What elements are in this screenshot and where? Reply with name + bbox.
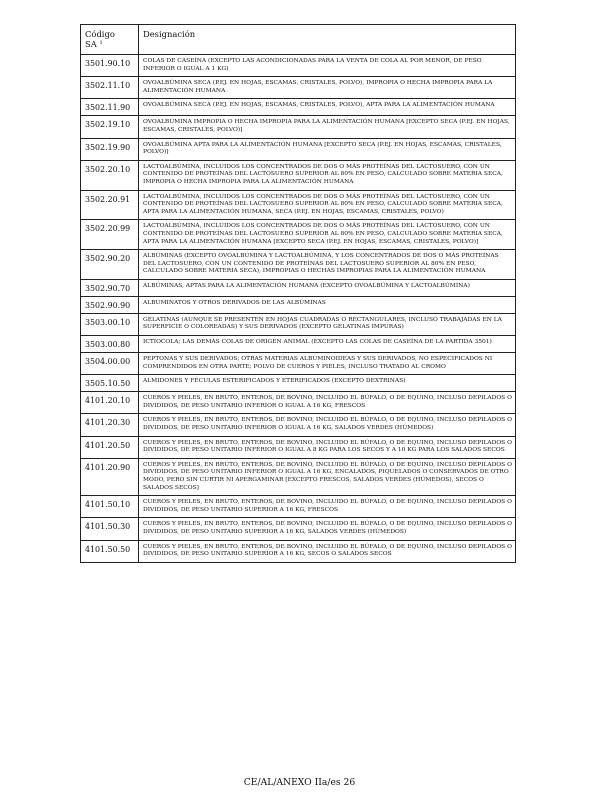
hs-code-cell: 4101.50.50 <box>81 540 139 562</box>
hs-code-cell: 4101.20.30 <box>81 414 139 436</box>
hs-code-cell: 3502.90.20 <box>81 250 139 280</box>
table-row <box>81 336 516 353</box>
hs-code-cell: 3503.00.80 <box>81 336 139 353</box>
table-body <box>81 55 516 563</box>
table-row <box>81 496 516 518</box>
designation-cell: LACTOALBÚMINA, INCLUIDOS LOS CONCENTRADOS DE DOS O MÁS PROTEÍNAS DEL LACTOSUERO, CON UN CONTENIDO DE PROTEÍNAS DEL LACTOSUERO SUPERIOR AL 80% EN PESO, CALCULADO SOBRE MATERIA SECA, APTA PARA LA ALIMENTACIÓN HUMANA, SECA (P.EJ. EN HOJAS, ESCAMAS, CRISTALES, POLVO) <box>139 190 516 220</box>
hs-code-cell: 3502.19.90 <box>81 138 139 160</box>
hs-code-cell: 3502.11.90 <box>81 99 139 116</box>
hs-code-cell: 3502.90.90 <box>81 296 139 313</box>
hs-code-cell: 4101.20.50 <box>81 436 139 458</box>
table-row <box>81 138 516 160</box>
designation-cell: GELATINAS (AUNQUE SE PRESENTEN EN HOJAS CUADRADAS O RECTANGULARES, INCLUSO TRABAJADAS EN LA SUPERFICIE O COLOREADAS) Y SUS DERIVADOS (EXCEPTO GELATINAS IMPURAS) <box>139 313 516 335</box>
designation-cell: COLAS DE CASEÍNA (EXCEPTO LAS ACONDICIONADAS PARA LA VENTA DE COLA AL POR MENOR, DE PESO INFERIOR O IGUAL A 1 KG) <box>139 55 516 77</box>
designation-cell: OVOALBÚMINA SECA (P.EJ. EN HOJAS, ESCAMAS, CRISTALES, POLVO), APTA PARA LA ALIMENTACIÓN HUMANA <box>139 99 516 116</box>
table-row <box>81 296 516 313</box>
designation-cell: OVOALBÚMINA IMPROPIA O HECHA IMPROPIA PARA LA ALIMENTACIÓN HUMANA [EXCEPTO SECA (P.EJ. EN HOJAS, ESCAMAS, CRISTALES, POLVO)] <box>139 116 516 138</box>
hs-code-cell: 4101.20.90 <box>81 458 139 495</box>
table-header-row <box>81 25 516 55</box>
hs-code-cell: 3502.20.99 <box>81 220 139 250</box>
designation-cell: LACTOALBÚMINA, INCLUIDOS LOS CONCENTRADOS DE DOS O MÁS PROTEÍNAS DEL LACTOSUERO, CON UN CONTENIDO DE PROTEÍNAS DEL LACTOSUERO SUPERIOR AL 80% EN PESO, CALCULADO SOBRE MATERIA SECA, IMPROPIA O HECHA IMPROPIA PARA LA ALIMENTACIÓN HUMANA <box>139 160 516 190</box>
designation-cell: LACTOALBÚMINA, INCLUIDOS LOS CONCENTRADOS DE DOS O MÁS PROTEÍNAS DEL LACTOSUERO, CON UN CONTENIDO DE PROTEÍNAS DEL LACTOSUERO SUPERIOR AL 80% EN PESO, CALCULADO SOBRE MATERIA SECA, APTA PARA LA ALIMENTACIÓN HUMANA [EXCEPTO SECA (P.EJ. EN HOJAS, ESCAMAS, CRISTALES, POLVO)] <box>139 220 516 250</box>
designation-column-header: Designación <box>139 25 516 55</box>
table-row <box>81 279 516 296</box>
table-row <box>81 414 516 436</box>
table-row <box>81 250 516 280</box>
table-row <box>81 190 516 220</box>
page-footer: CE/AL/ANEXO IIa/es 26 <box>243 777 356 788</box>
designation-cell: CUEROS Y PIELES, EN BRUTO, ENTEROS, DE BOVINO, INCLUIDO EL BÚFALO, O DE EQUINO, INCLUSO DEPILADOS O DIVIDIDOS, DE PESO UNITARIO INFERIOR O IGUAL A 16 KG, FRESCOS <box>139 392 516 414</box>
hs-code-cell: 3505.10.50 <box>81 375 139 392</box>
hs-code-cell: 3502.11.10 <box>81 77 139 99</box>
table-row <box>81 375 516 392</box>
designation-cell: CUEROS Y PIELES, EN BRUTO, ENTEROS, DE BOVINO, INCLUIDO EL BÚFALO, O DE EQUINO, INCLUSO DEPILADOS O DIVIDIDOS, DE PESO UNITARIO SUPERIOR A 16 KG, SECOS O SALADOS SECOS <box>139 540 516 562</box>
designation-cell: CUEROS Y PIELES, EN BRUTO, ENTEROS, DE BOVINO, INCLUIDO EL BÚFALO, O DE EQUINO, INCLUSO DEPILADOS O DIVIDIDOS, DE PESO UNITARIO INFERIOR O IGUAL A 16 KG, SALADOS VERDES (HÚMEDOS) <box>139 414 516 436</box>
footnote-marker: 1 <box>99 40 103 46</box>
designation-cell: PEPTONAS Y SUS DERIVADOS; OTRAS MATERIAS ALBUMINOIDEAS Y SUS DERIVADOS, NO ESPECIFICADOS NI COMPRENDIDOS EN OTRA PARTE; POLVO DE CUEROS Y PIELES, INCLUSO TRATADO AL CROMO <box>139 353 516 375</box>
designation-cell: ICTIOCOLA; LAS DEMÁS COLAS DE ORIGEN ANIMAL (EXCEPTO LAS COLAS DE CASEÍNA DE LA PARTIDA 3501) <box>139 336 516 353</box>
designation-cell: CUEROS Y PIELES, EN BRUTO, ENTEROS, DE BOVINO, INCLUIDO EL BÚFALO, O DE EQUINO, INCLUSO DEPILADOS O DIVIDIDOS, DE PESO UNITARIO INFERIOR O IGUAL A 16 KG, ENCALADOS, PIQUELADOS O CONSERVADOS DE OTRO MODO, PERO SIN CURTIR NI APERGAMINAR [EXCEPTO FRESCOS, SALADOS VERDES (HÚMEDOS), SECOS O SALADOS SECOS] <box>139 458 516 495</box>
designation-cell: ALBÚMINAS (EXCEPTO OVOALBÚMINA Y LACTOALBÚMINA, Y LOS CONCENTRADOS DE DOS O MÁS PROTEÍNAS DEL LACTOSUERO, CON UN CONTENIDO DE PROTEÍNAS DEL LACTOSUERO SUPERIOR AL 80% EN PESO, CALCULADO SOBRE MATERIA SECA), IMPROPIAS O HECHAS IMPROPIAS PARA LA ALIMENTACIÓN HUMANA <box>139 250 516 280</box>
table-row <box>81 436 516 458</box>
designation-cell: CUEROS Y PIELES, EN BRUTO, ENTEROS, DE BOVINO, INCLUIDO EL BÚFALO, O DE EQUINO, INCLUSO DEPILADOS O DIVIDIDOS, DE PESO UNITARIO INFERIOR O IGUAL A 8 KG PARA LOS SECOS Y A 10 KG PARA LOS SALADOS SECOS <box>139 436 516 458</box>
table-row <box>81 55 516 77</box>
hs-code-cell: 4101.50.10 <box>81 496 139 518</box>
designation-cell: ALMIDONES Y FÉCULAS ESTERIFICADOS Y ETERIFICADOS (EXCEPTO DEXTRINAS) <box>139 375 516 392</box>
designation-cell: ALBÚMINAS, APTAS PARA LA ALIMENTACIÓN HUMANA (EXCEPTO OVOALBÚMINA Y LACTOALBÚMINA) <box>139 279 516 296</box>
hs-code-cell: 3502.20.91 <box>81 190 139 220</box>
table-row <box>81 353 516 375</box>
hs-code-cell: 3502.19.10 <box>81 116 139 138</box>
table-row <box>81 392 516 414</box>
table-row <box>81 99 516 116</box>
table-row <box>81 220 516 250</box>
designation-cell: OVOALBÚMINA SECA (P.EJ. EN HOJAS, ESCAMAS, CRISTALES, POLVO), IMPROPIA O HECHA IMPROPIA PARA LA ALIMENTACIÓN HUMANA <box>139 77 516 99</box>
table-row <box>81 116 516 138</box>
table-row <box>81 518 516 540</box>
hs-code-cell: 4101.50.30 <box>81 518 139 540</box>
designation-cell: ALBUMINATOS Y OTROS DERIVADOS DE LAS ALBÚMINAS <box>139 296 516 313</box>
code-column-header <box>81 25 139 55</box>
designation-cell: CUEROS Y PIELES, EN BRUTO, ENTEROS, DE BOVINO, INCLUIDO EL BÚFALO, O DE EQUINO, INCLUSO DEPILADOS O DIVIDIDOS, DE PESO UNITARIO SUPERIOR A 16 KG, FRESCOS <box>139 496 516 518</box>
table-row <box>81 160 516 190</box>
designation-cell: CUEROS Y PIELES, EN BRUTO, ENTEROS, DE BOVINO, INCLUIDO EL BÚFALO, O DE EQUINO, INCLUSO DEPILADOS O DIVIDIDOS, DE PESO UNITARIO SUPERIOR A 16 KG, SALADOS VERDES (HÚMEDOS) <box>139 518 516 540</box>
code-header-label-sa: SA <box>85 39 97 49</box>
tariff-table <box>80 24 516 563</box>
hs-code-cell: 3502.20.10 <box>81 160 139 190</box>
hs-code-cell: 3501.90.10 <box>81 55 139 77</box>
table-row <box>81 458 516 495</box>
hs-code-cell: 4101.20.10 <box>81 392 139 414</box>
hs-code-cell: 3504.00.00 <box>81 353 139 375</box>
hs-code-cell: 3503.00.10 <box>81 313 139 335</box>
table-row <box>81 540 516 562</box>
table-row <box>81 313 516 335</box>
code-header-label: Código <box>85 29 115 39</box>
table-row <box>81 77 516 99</box>
designation-cell: OVOALBÚMINA APTA PARA LA ALIMENTACIÓN HUMANA [EXCEPTO SECA (P.EJ. EN HOJAS, ESCAMAS, CRISTALES, POLVO)] <box>139 138 516 160</box>
hs-code-cell: 3502.90.70 <box>81 279 139 296</box>
